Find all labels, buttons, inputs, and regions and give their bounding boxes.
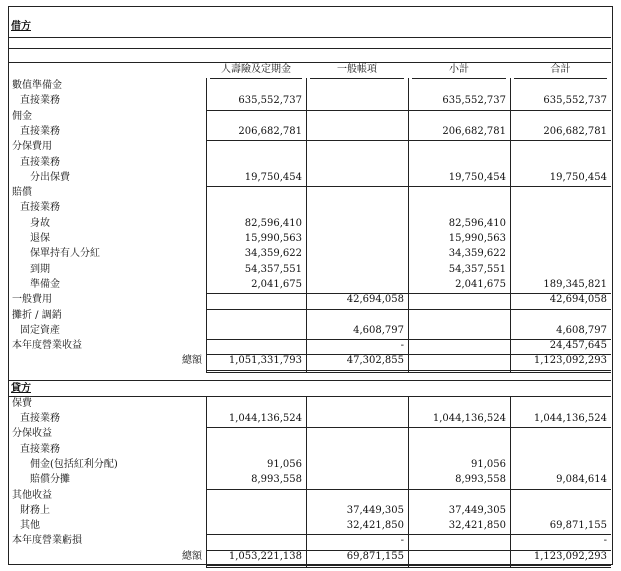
column-header: 合計	[550, 64, 571, 75]
cell-value: 69,871,155	[549, 520, 607, 532]
credit-header-rule	[8, 396, 611, 397]
rule-line	[8, 48, 611, 49]
column-line	[306, 78, 307, 373]
row-label: 賠償	[12, 187, 32, 199]
column-line	[408, 396, 409, 568]
cell-value: 34,359,622	[244, 248, 302, 260]
cell-value: -	[603, 535, 607, 547]
header-underline	[210, 78, 302, 79]
row-label: 本年度營業收益	[12, 340, 82, 352]
cell-value: 2,041,675	[455, 278, 506, 290]
total-value: 69,871,155	[346, 550, 404, 562]
column-line	[206, 396, 207, 568]
column-header: 一般帳項	[337, 64, 377, 75]
row-label: 保單持有人分紅	[30, 248, 100, 260]
row-label: 保費	[12, 397, 32, 409]
cell-value: 1,044,136,524	[432, 413, 506, 424]
total-value: 1,123,092,293	[533, 550, 607, 562]
cell-value: 91,056	[267, 458, 302, 470]
cell-value: 635,552,737	[238, 95, 302, 107]
row-label: 賠償分攤	[30, 474, 70, 486]
cell-value: 189,345,821	[543, 278, 607, 290]
cell-value: 34,359,622	[448, 248, 506, 260]
cell-value: 2,041,675	[251, 278, 302, 290]
row-label: 準備金	[30, 278, 60, 290]
cell-value: 4,608,797	[556, 324, 607, 336]
row-label: 直接業務	[20, 95, 60, 107]
group-rule	[206, 293, 611, 294]
header-underline	[514, 78, 607, 79]
rule-line	[8, 37, 611, 38]
header-underline	[412, 78, 506, 79]
cell-value: 635,552,737	[543, 95, 607, 107]
cell-value: 82,596,410	[448, 217, 506, 229]
row-label: 分保費用	[12, 141, 52, 153]
row-label: 數值準備金	[12, 80, 62, 91]
row-label: 直接業務	[20, 413, 60, 424]
row-label: 到期	[30, 263, 50, 275]
group-rule	[206, 110, 611, 111]
column-line	[510, 396, 511, 568]
row-label: 退保	[30, 233, 50, 244]
row-label: 財務上	[20, 504, 50, 516]
cell-value: 19,750,454	[549, 171, 607, 183]
column-header: 小計	[449, 64, 469, 75]
row-label: 一般費用	[12, 294, 52, 306]
cell-value: 32,421,850	[448, 520, 506, 532]
row-label: 其他	[20, 520, 40, 532]
cell-value: 1,044,136,524	[228, 413, 302, 424]
row-label: 佣金(包括紅利分配)	[30, 458, 118, 470]
rule-line	[8, 62, 611, 63]
cell-value: 8,993,558	[455, 474, 506, 486]
row-label: 身故	[30, 217, 50, 229]
row-label: 直接業務	[20, 125, 60, 137]
cell-value: 206,682,781	[238, 125, 302, 137]
cell-value: 206,682,781	[543, 125, 607, 137]
column-header: 人壽險及定期金	[221, 64, 291, 75]
row-label: 攤折 / 調銷	[12, 309, 62, 321]
header-underline	[310, 78, 404, 79]
group-rule	[206, 186, 611, 187]
column-line	[510, 78, 511, 373]
column-line	[206, 78, 207, 373]
row-label: 固定資產	[20, 324, 60, 336]
total-value: 1,051,331,793	[228, 355, 302, 367]
group-rule	[206, 309, 611, 310]
total-value: 1,123,092,293	[533, 355, 607, 367]
row-label: 分保收益	[12, 428, 52, 440]
row-label: 分出保費	[30, 171, 70, 183]
credit-section-title: 貸方	[11, 382, 31, 394]
column-line	[408, 78, 409, 373]
cell-value: 82,596,410	[244, 217, 302, 229]
cell-value: -	[400, 340, 404, 352]
cell-value: 32,421,850	[346, 520, 404, 532]
cell-value: 8,993,558	[251, 474, 302, 486]
group-rule	[206, 140, 611, 141]
row-label: 佣金	[12, 110, 32, 122]
cell-value: 42,694,058	[549, 294, 607, 306]
cell-value: 15,990,563	[448, 233, 506, 244]
total-value: 47,302,855	[346, 355, 404, 367]
total-label: 總額	[182, 355, 202, 367]
cell-value: 24,457,645	[549, 340, 607, 352]
cell-value: 1,044,136,524	[533, 413, 607, 424]
cell-value: 206,682,781	[442, 125, 506, 137]
cell-value: 4,608,797	[353, 324, 404, 336]
cell-value: 9,084,614	[556, 474, 607, 486]
cell-value: 37,449,305	[346, 504, 404, 516]
cell-value: 635,552,737	[442, 95, 506, 107]
row-label: 其他收益	[12, 489, 52, 501]
financial-statement-sheet	[8, 6, 612, 564]
cell-value: 54,357,551	[448, 263, 506, 275]
cell-value: 15,990,563	[244, 233, 302, 244]
row-label: 直接業務	[20, 443, 60, 455]
total-value: 1,053,221,138	[228, 550, 302, 562]
row-label: 直接業務	[20, 202, 60, 214]
row-label: 本年度營業虧損	[12, 535, 82, 547]
cell-value: 19,750,454	[448, 171, 506, 183]
cell-value: 42,694,058	[346, 294, 404, 306]
group-rule	[206, 339, 611, 340]
cell-value: 19,750,454	[244, 171, 302, 183]
column-line	[306, 396, 307, 568]
cell-value: -	[400, 535, 404, 547]
debit-section-title: 借方	[11, 21, 31, 32]
cell-value: 37,449,305	[448, 504, 506, 516]
row-label: 直接業務	[20, 156, 60, 168]
section-divider	[8, 380, 611, 381]
cell-value: 54,357,551	[244, 263, 302, 275]
total-label: 總額	[182, 550, 202, 562]
cell-value: 91,056	[471, 458, 506, 470]
